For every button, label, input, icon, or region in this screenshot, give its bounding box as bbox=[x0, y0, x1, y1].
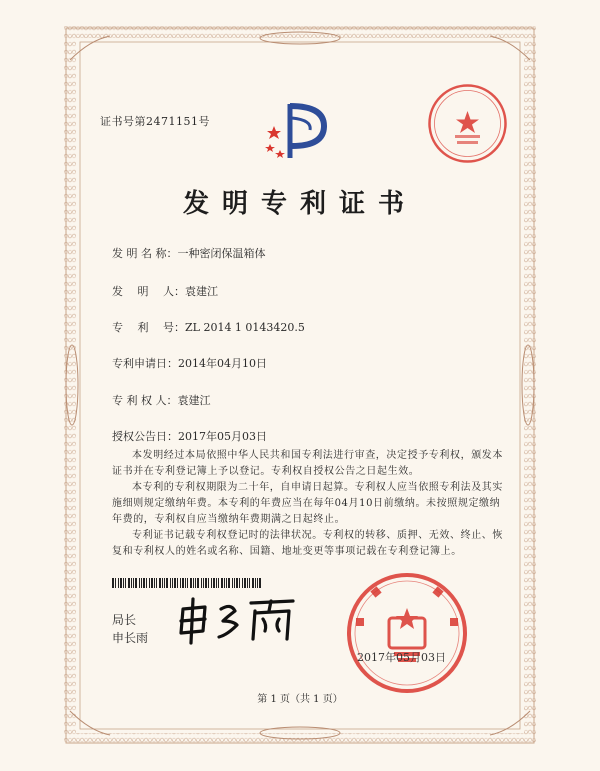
inventor-label: 发 明 人： bbox=[112, 285, 185, 298]
certificate-number: 证书号第2471151号 bbox=[100, 115, 210, 128]
body-paragraph: 本专利的专利权期限为二十年，自申请日起算。专利权人应当依照专利法及其实施细则规定缴纳年费。本专利的年费应当在每年04月10日前缴纳。未按照规定缴纳年费的，专利权自应当缴纳年费期满之日起终止。 bbox=[112, 482, 503, 525]
patent-number-value: ZL 2014 1 0143420.5 bbox=[185, 321, 305, 334]
body-paragraph: 专利证书记载专利权登记时的法律状况。专利权的转移、质押、无效、终止、恢复和专利权人的姓名或名称、国籍、地址变更等事项记载在专利登记簿上。 bbox=[112, 530, 503, 557]
director-name: 申长雨 bbox=[112, 631, 149, 645]
grant-date-field bbox=[112, 428, 267, 444]
patent-office-logo bbox=[262, 96, 332, 166]
patentee-field bbox=[112, 392, 211, 408]
official-seal-stamp bbox=[342, 568, 472, 698]
stamp-date: 2017年05月03日 bbox=[357, 651, 446, 664]
application-date-value: 2014年04月10日 bbox=[178, 357, 267, 370]
director-title: 局长 bbox=[112, 613, 137, 627]
patent-number-label: 专 利 号： bbox=[112, 321, 185, 334]
invention-name-label: 发 明 名 称： bbox=[112, 247, 178, 260]
barcode bbox=[112, 578, 262, 588]
grant-date-value: 2017年05月03日 bbox=[178, 430, 267, 443]
inventor-value: 袁建江 bbox=[185, 285, 218, 298]
inventor-field bbox=[112, 283, 218, 299]
patentee-value: 袁建江 bbox=[177, 394, 211, 407]
invention-name-field bbox=[112, 245, 266, 261]
body-paragraph: 本发明经过本局依照中华人民共和国专利法进行审查，决定授予专利权，颁发本证书并在专利登记簿上予以登记。专利权自授权公告之日起生效。 bbox=[112, 450, 503, 477]
agency-seal-stamp bbox=[425, 81, 510, 166]
patent-number-field bbox=[112, 319, 305, 335]
page-number: 第 1 页（共 1 页） bbox=[257, 694, 343, 705]
certificate-title: 发明专利证书 bbox=[182, 189, 417, 219]
application-date-label: 专利申请日： bbox=[112, 357, 178, 370]
certificate-body bbox=[112, 448, 507, 560]
invention-name-value: 一种密闭保温箱体 bbox=[177, 247, 266, 260]
grant-date-label: 授权公告日： bbox=[112, 430, 178, 443]
application-date-field bbox=[112, 355, 267, 371]
patentee-label: 专 利 权 人： bbox=[112, 394, 178, 407]
director-signature bbox=[175, 595, 305, 645]
